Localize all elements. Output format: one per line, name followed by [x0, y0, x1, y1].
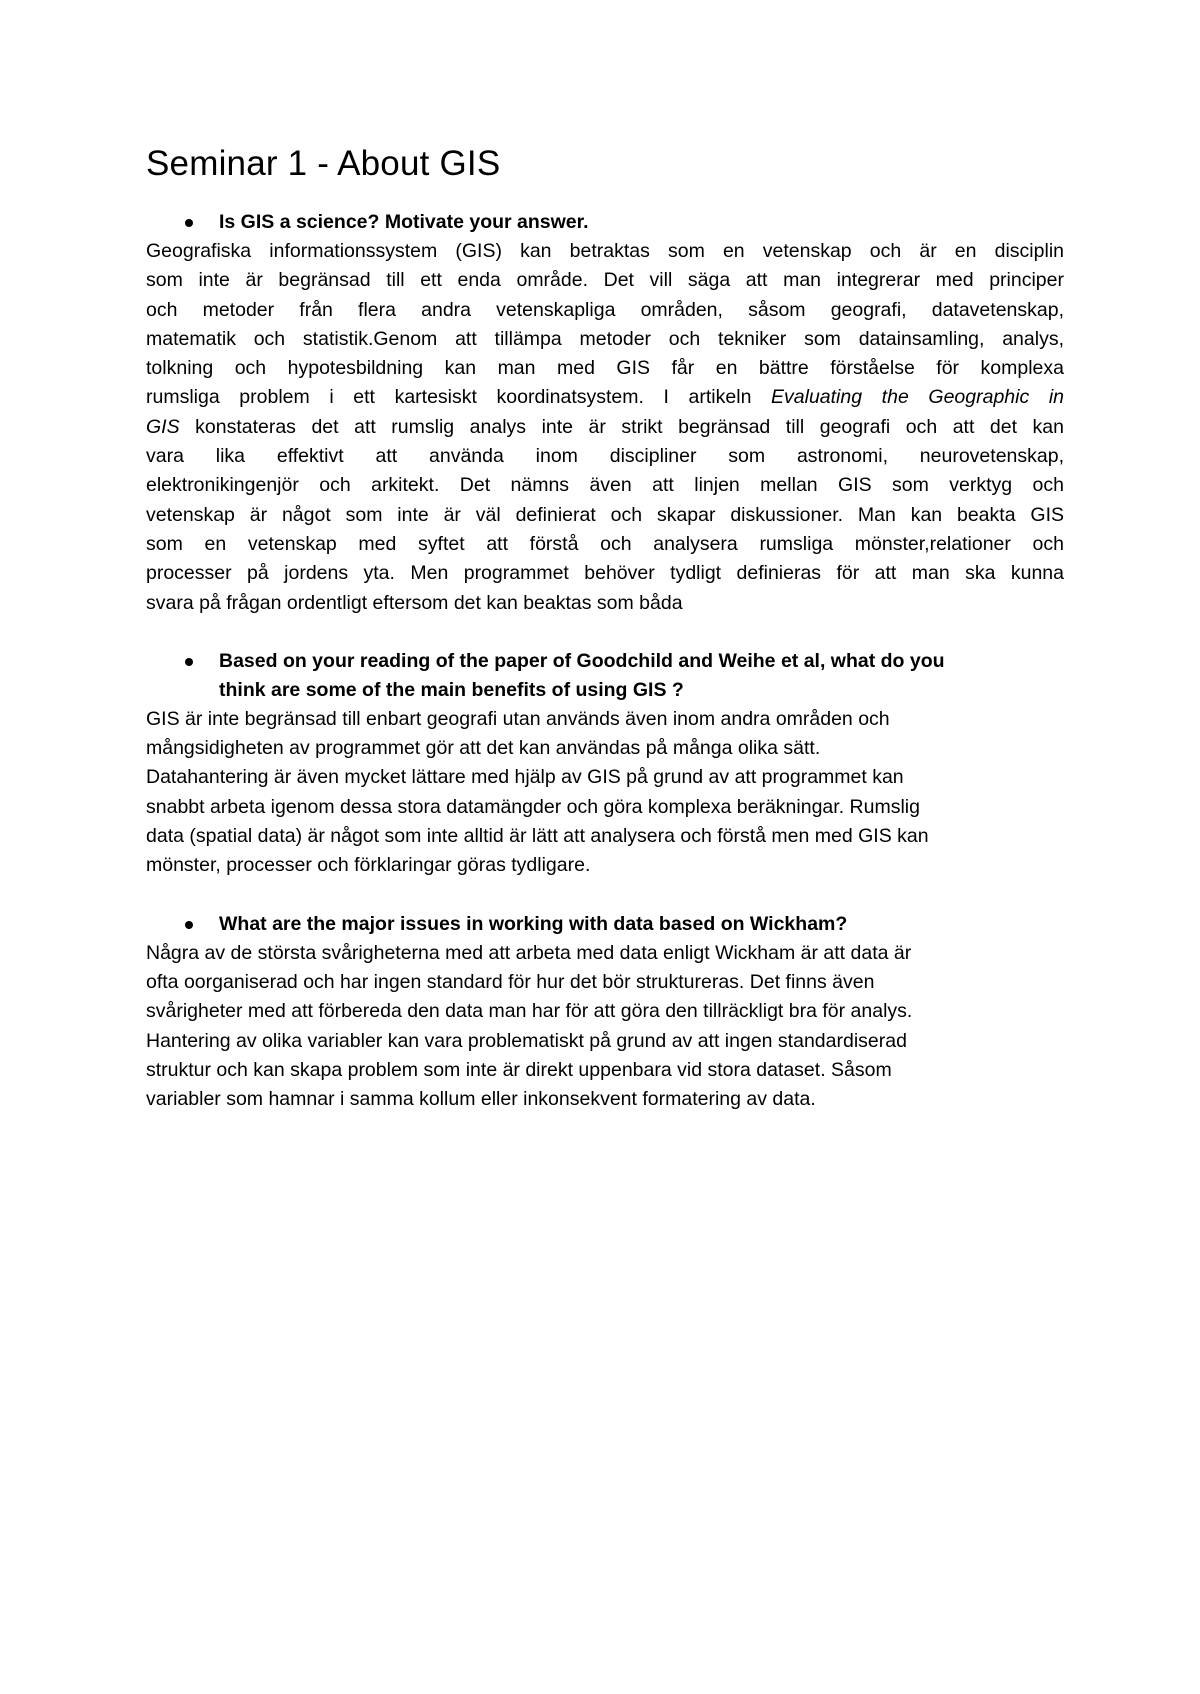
answer-line: mönster, processer och förklaringar göras tydligare. — [146, 854, 591, 877]
article-title-cont: GIS — [146, 415, 180, 438]
spacer — [146, 618, 1064, 647]
answer-line: variabler som hamnar i samma kollum eller inkonsekvent formatering av data. — [146, 1088, 816, 1111]
document-page — [146, 142, 1064, 1114]
answer-line: data (spatial data) är något som inte alltid är lätt att analysera och förstå men med GIS kan — [146, 825, 929, 848]
section-3 — [146, 910, 1064, 1115]
spacer — [146, 881, 1064, 910]
answer-line: GIS konstateras det att rumslig analys inte är strikt begränsad till geografi och att det kan — [146, 415, 1064, 438]
bullet-icon — [185, 658, 193, 666]
answer-line: vetenskap är något som inte är väl definierat och skapar diskussioner. Man kan beakta GIS — [146, 503, 1064, 526]
question-3: What are the major issues in working with data based on Wickham? — [146, 910, 1064, 939]
answer-line: svårigheter med att förbereda den data man har för att göra den tillräckligt bra för analys. — [146, 1000, 913, 1023]
answer-line: tolkning och hypotesbildning kan man med GIS får en bättre förståelse för komplexa — [146, 357, 1064, 380]
answer-line: mångsidigheten av programmet gör att det kan användas på många olika sätt. — [146, 737, 821, 760]
answer-line: snabbt arbeta igenom dessa stora datamängder och göra komplexa beräkningar. Rumslig — [146, 795, 920, 818]
answer-line: processer på jordens yta. Men programmet behöver tydligt definieras för att man ska kunna — [146, 562, 1064, 585]
question-1: Is GIS a science? Motivate your answer. — [146, 208, 1064, 237]
article-title: Evaluating the Geographic in — [771, 386, 1064, 409]
answer-line: matematik och statistik.Genom att tillämpa metoder och tekniker som datainsamling, analys, — [146, 327, 1064, 350]
answer-1 — [146, 237, 1064, 618]
answer-line: struktur och kan skapa problem som inte är direkt uppenbara vid stora dataset. Såsom — [146, 1058, 892, 1081]
page-title: Seminar 1 - About GIS — [146, 144, 501, 183]
answer-line: GIS är inte begränsad till enbart geografi utan används även inom andra områden och — [146, 707, 890, 730]
answer-3 — [146, 939, 1064, 1115]
answer-2 — [146, 705, 1064, 881]
section-2 — [146, 647, 1064, 881]
answer-line: elektronikingenjör och arkitekt. Det nämns även att linjen mellan GIS som verktyg och — [146, 474, 1064, 497]
question-2: Based on your reading of the paper of Goodchild and Weihe et al, what do you think are some of the main benefits of using GIS ? — [146, 647, 1064, 705]
answer-line: rumsliga problem i ett kartesiskt koordinatsystem. I artikeln Evaluating the Geographic in — [146, 386, 1064, 409]
bullet-icon — [185, 921, 193, 929]
answer-line: som inte är begränsad till ett enda område. Det vill säga att man integrerar med principer — [146, 269, 1064, 292]
answer-line: ofta oorganiserad och har ingen standard för hur det bör struktureras. Det finns även — [146, 970, 875, 993]
answer-line: vara lika effektivt att använda inom discipliner som astronomi, neurovetenskap, — [146, 445, 1064, 468]
bullet-icon — [185, 219, 193, 227]
answer-line: Datahantering är även mycket lättare med hjälp av GIS på grund av att programmet kan — [146, 766, 904, 789]
answer-line: Hantering av olika variabler kan vara problematiskt på grund av att ingen standardiserad — [146, 1029, 907, 1052]
section-1 — [146, 208, 1064, 618]
answer-line: och metoder från flera andra vetenskapliga områden, såsom geografi, datavetenskap, — [146, 298, 1064, 321]
answer-line: som en vetenskap med syftet att förstå och analysera rumsliga mönster,relationer och — [146, 532, 1064, 555]
answer-line: Några av de största svårigheterna med att arbeta med data enligt Wickham är att data är — [146, 941, 912, 964]
answer-line: Geografiska informationssystem (GIS) kan betraktas som en vetenskap och är en disciplin — [146, 240, 1064, 262]
answer-line: svara på frågan ordentligt eftersom det kan beaktas som båda — [146, 591, 683, 614]
